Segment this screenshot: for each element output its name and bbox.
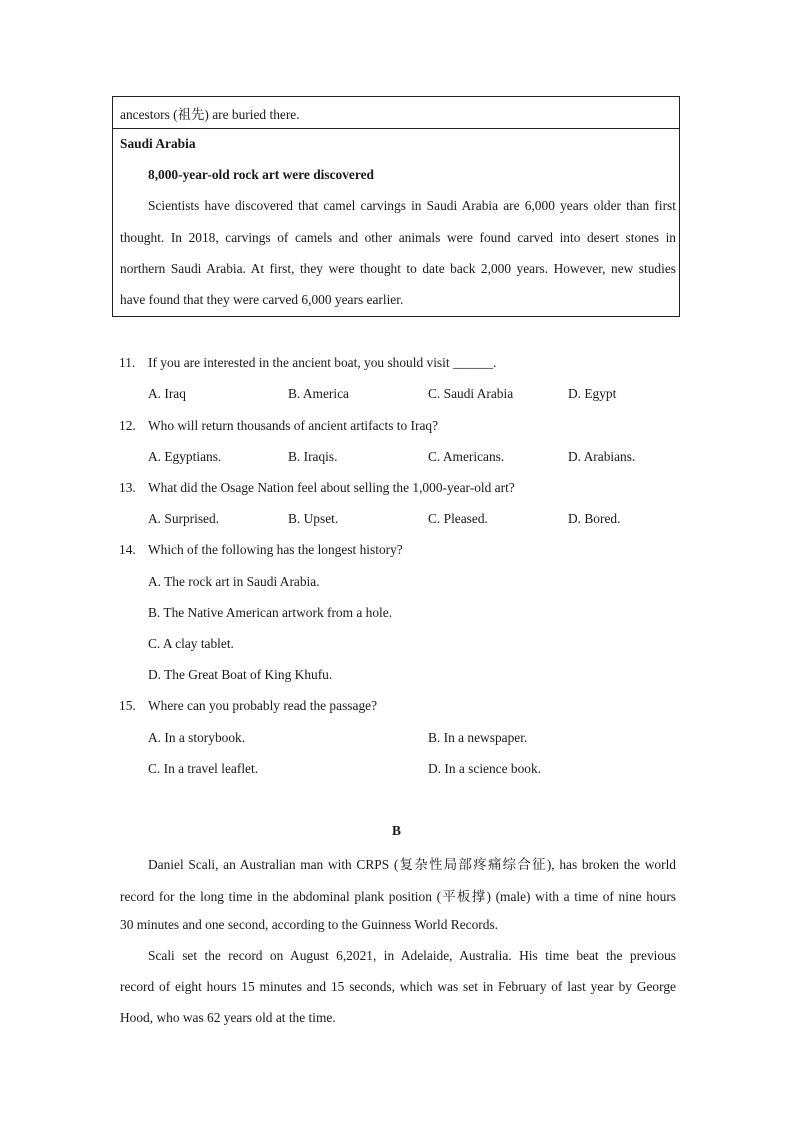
paragraph-line: Scali set the record on August 6,2021, in Adelaide, Australia. His time beat the previous [148, 948, 676, 963]
option-c: C. Pleased. [428, 511, 488, 526]
question-text: Where can you probably read the passage? [148, 698, 378, 713]
question-number: 14. [119, 542, 136, 557]
passage-box-main [112, 128, 680, 317]
question-number: 15. [119, 698, 136, 713]
section-title: B [392, 823, 401, 838]
passage-first-row: ancestors (祖先) are buried there. [120, 107, 300, 122]
question-text: If you are interested in the ancient boat, you should visit ______. [148, 355, 497, 370]
option-b: B. Upset. [288, 511, 339, 526]
question-text: Who will return thousands of ancient artifacts to Iraq? [148, 418, 439, 433]
paragraph-line: record for the long time in the abdominal plank position (平板撑) (male) with a time of nine hours [120, 889, 676, 904]
option-b: B. In a newspaper. [428, 730, 528, 745]
option-d: D. Arabians. [568, 449, 636, 464]
option-a: A. Iraq [148, 386, 186, 401]
option-c: C. Americans. [428, 449, 505, 464]
option-a: A. The rock art in Saudi Arabia. [148, 574, 320, 589]
question-number: 11. [119, 355, 136, 370]
paragraph-line: Hood, who was 62 years old at the time. [120, 1010, 336, 1025]
option-b: B. Iraqis. [288, 449, 338, 464]
option-d: D. Egypt [568, 386, 617, 401]
question-text: Which of the following has the longest history? [148, 542, 403, 557]
paragraph-line: Daniel Scali, an Australian man with CRPS (复杂性局部疼痛综合征), has broken the world [148, 857, 676, 872]
passage-line: Scientists have discovered that camel carvings in Saudi Arabia are 6,000 years older than first [148, 198, 676, 213]
option-a: A. In a storybook. [148, 730, 246, 745]
option-b: B. America [288, 386, 349, 401]
passage-subheading: 8,000-year-old rock art were discovered [148, 167, 374, 182]
option-a: A. Egyptians. [148, 449, 222, 464]
passage-heading: Saudi Arabia [120, 136, 196, 151]
option-a: A. Surprised. [148, 511, 220, 526]
paragraph-line: 30 minutes and one second, according to the Guinness World Records. [120, 917, 498, 932]
option-c: C. A clay tablet. [148, 636, 234, 651]
option-b: B. The Native American artwork from a hole. [148, 605, 393, 620]
option-d: D. Bored. [568, 511, 621, 526]
option-c: C. Saudi Arabia [428, 386, 514, 401]
paragraph-line: record of eight hours 15 minutes and 15 seconds, which was set in February of last year by George [120, 979, 676, 994]
passage-line: northern Saudi Arabia. At first, they were thought to date back 2,000 years. However, new studies [120, 261, 676, 276]
option-d: D. The Great Boat of King Khufu. [148, 667, 333, 682]
question-number: 13. [119, 480, 136, 495]
question-number: 12. [119, 418, 136, 433]
question-text: What did the Osage Nation feel about selling the 1,000-year-old art? [148, 480, 515, 495]
option-d: D. In a science book. [428, 761, 542, 776]
option-c: C. In a travel leaflet. [148, 761, 259, 776]
passage-line: thought. In 2018, carvings of camels and other animals were found carved into desert stones in [120, 230, 676, 245]
passage-line: have found that they were carved 6,000 years earlier. [120, 292, 404, 307]
